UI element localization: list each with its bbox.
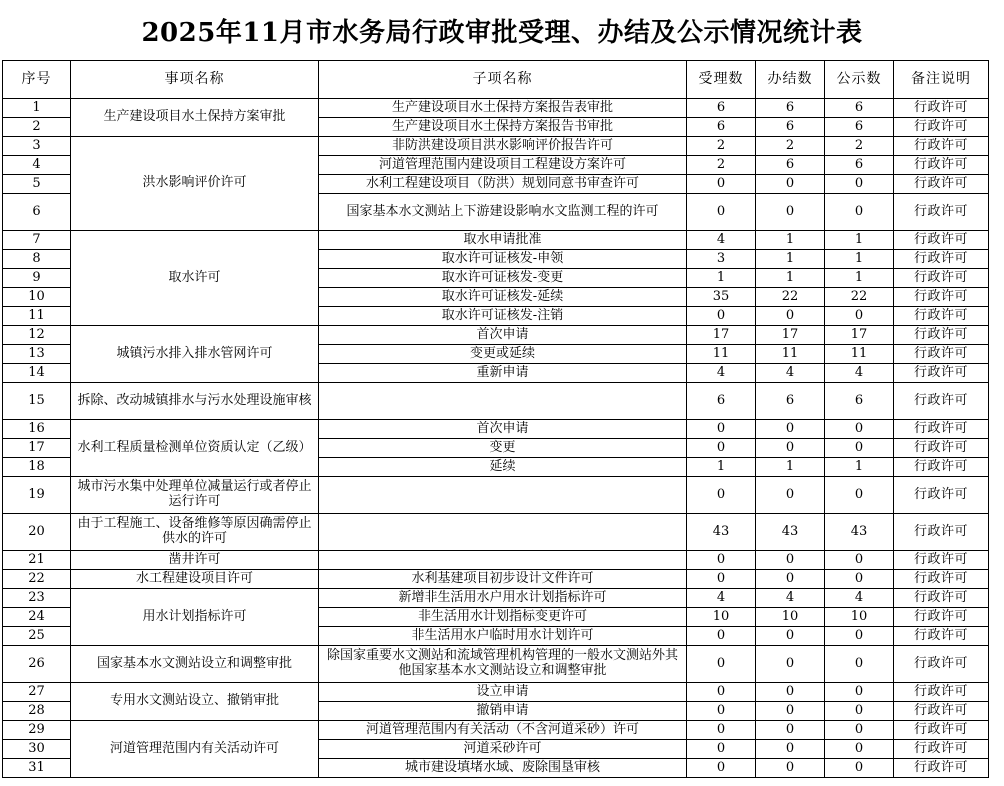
cell-seq: 2 [3,118,71,137]
cell-published-count: 2 [825,137,894,156]
cell-seq: 25 [3,627,71,646]
cell-accepted-count: 0 [687,420,756,439]
table-row [3,420,989,439]
cell-seq: 18 [3,458,71,477]
cell-remarks: 行政许可 [894,683,989,702]
cell-published-count: 0 [825,194,894,231]
cell-seq: 5 [3,175,71,194]
cell-published-count: 1 [825,269,894,288]
cell-sub-item-name: 首次申请 [319,420,687,439]
cell-published-count: 0 [825,477,894,514]
table-row [3,99,989,118]
cell-completed-count: 6 [756,118,825,137]
cell-remarks: 行政许可 [894,99,989,118]
cell-published-count: 1 [825,231,894,250]
cell-completed-count: 0 [756,683,825,702]
cell-accepted-count: 0 [687,570,756,589]
cell-accepted-count: 0 [687,175,756,194]
cell-sub-item-name: 设立申请 [319,683,687,702]
cell-published-count: 6 [825,383,894,420]
header-row [3,61,989,99]
cell-accepted-count: 0 [687,702,756,721]
cell-published-count: 43 [825,514,894,551]
cell-seq: 1 [3,99,71,118]
cell-completed-count: 43 [756,514,825,551]
cell-completed-count: 0 [756,740,825,759]
cell-seq: 10 [3,288,71,307]
cell-accepted-count: 3 [687,250,756,269]
cell-accepted-count: 0 [687,627,756,646]
cell-remarks: 行政许可 [894,458,989,477]
cell-sub-item-name: 取水许可证核发-申领 [319,250,687,269]
header-remarks: 备注说明 [894,61,989,99]
cell-completed-count: 0 [756,439,825,458]
cell-completed-count: 0 [756,477,825,514]
cell-sub-item-name: 延续 [319,458,687,477]
cell-accepted-count: 4 [687,364,756,383]
cell-published-count: 10 [825,608,894,627]
cell-sub-item-name: 水利工程建设项目（防洪）规划同意书审查许可 [319,175,687,194]
cell-accepted-count: 2 [687,137,756,156]
cell-sub-item-name: 取水许可证核发-延续 [319,288,687,307]
cell-sub-item-name: 除国家重要水文测站和流域管理机构管理的一般水文测站外其他国家基本水文测站设立和调整审批 [319,646,687,683]
table-title: 2025年11月市水务局行政审批受理、办结及公示情况统计表 [141,17,863,48]
cell-accepted-count: 0 [687,759,756,778]
cell-sub-item-name: 河道管理范围内有关活动（不含河道采砂）许可 [319,721,687,740]
cell-sub-item-name: 河道管理范围内建设项目工程建设方案许可 [319,156,687,175]
cell-completed-count: 11 [756,345,825,364]
cell-seq: 8 [3,250,71,269]
header-accepted-count: 受理数 [687,61,756,99]
cell-sub-item-name: 取水申请批准 [319,231,687,250]
cell-seq: 13 [3,345,71,364]
cell-seq: 29 [3,721,71,740]
cell-published-count: 0 [825,627,894,646]
cell-seq: 28 [3,702,71,721]
cell-seq: 23 [3,589,71,608]
cell-seq: 30 [3,740,71,759]
cell-remarks: 行政许可 [894,269,989,288]
statistics-table [2,60,989,778]
cell-seq: 7 [3,231,71,250]
cell-remarks: 行政许可 [894,740,989,759]
cell-completed-count: 0 [756,420,825,439]
table-row [3,683,989,702]
cell-accepted-count: 0 [687,646,756,683]
cell-completed-count: 17 [756,326,825,345]
cell-completed-count: 0 [756,627,825,646]
cell-remarks: 行政许可 [894,288,989,307]
table-row [3,551,989,570]
cell-sub-item-name: 非防洪建设项目洪水影响评价报告许可 [319,137,687,156]
cell-item-name: 国家基本水文测站设立和调整审批 [71,646,319,683]
cell-published-count: 6 [825,118,894,137]
cell-remarks: 行政许可 [894,420,989,439]
cell-seq: 12 [3,326,71,345]
cell-accepted-count: 1 [687,269,756,288]
cell-seq: 9 [3,269,71,288]
cell-item-name: 取水许可 [71,231,319,326]
cell-item-name: 凿井许可 [71,551,319,570]
cell-published-count: 0 [825,175,894,194]
cell-completed-count: 6 [756,99,825,118]
cell-seq: 16 [3,420,71,439]
cell-item-name: 洪水影响评价许可 [71,137,319,231]
cell-seq: 3 [3,137,71,156]
cell-published-count: 0 [825,646,894,683]
cell-remarks: 行政许可 [894,439,989,458]
cell-accepted-count: 0 [687,477,756,514]
cell-remarks: 行政许可 [894,250,989,269]
cell-sub-item-name: 国家基本水文测站上下游建设影响水文监测工程的许可 [319,194,687,231]
cell-remarks: 行政许可 [894,118,989,137]
cell-seq: 21 [3,551,71,570]
cell-remarks: 行政许可 [894,307,989,326]
cell-sub-item-name [319,383,687,420]
cell-sub-item-name [319,551,687,570]
cell-accepted-count: 35 [687,288,756,307]
cell-seq: 31 [3,759,71,778]
cell-sub-item-name: 取水许可证核发-变更 [319,269,687,288]
cell-seq: 4 [3,156,71,175]
cell-seq: 14 [3,364,71,383]
cell-remarks: 行政许可 [894,175,989,194]
table-row [3,514,989,551]
cell-published-count: 22 [825,288,894,307]
cell-item-name: 专用水文测站设立、撤销审批 [71,683,319,721]
cell-sub-item-name: 变更或延续 [319,345,687,364]
cell-published-count: 0 [825,420,894,439]
cell-sub-item-name: 非生活用水户临时用水计划许可 [319,627,687,646]
cell-sub-item-name [319,477,687,514]
cell-sub-item-name: 非生活用水计划指标变更许可 [319,608,687,627]
cell-item-name: 城市污水集中处理单位减量运行或者停止运行许可 [71,477,319,514]
cell-accepted-count: 2 [687,156,756,175]
header-item-name: 事项名称 [71,61,319,99]
cell-accepted-count: 6 [687,118,756,137]
cell-completed-count: 6 [756,156,825,175]
cell-sub-item-name: 城市建设填堵水域、废除围垦审核 [319,759,687,778]
cell-seq: 17 [3,439,71,458]
cell-completed-count: 0 [756,175,825,194]
cell-completed-count: 4 [756,589,825,608]
table-row [3,721,989,740]
cell-accepted-count: 1 [687,458,756,477]
cell-remarks: 行政许可 [894,721,989,740]
cell-remarks: 行政许可 [894,589,989,608]
cell-remarks: 行政许可 [894,326,989,345]
cell-completed-count: 22 [756,288,825,307]
cell-item-name: 河道管理范围内有关活动许可 [71,721,319,778]
header-published-count: 公示数 [825,61,894,99]
table-row [3,477,989,514]
cell-remarks: 行政许可 [894,231,989,250]
cell-accepted-count: 0 [687,307,756,326]
cell-accepted-count: 6 [687,99,756,118]
table-row [3,589,989,608]
cell-seq: 11 [3,307,71,326]
cell-sub-item-name: 首次申请 [319,326,687,345]
cell-remarks: 行政许可 [894,364,989,383]
cell-completed-count: 0 [756,721,825,740]
cell-completed-count: 0 [756,759,825,778]
cell-accepted-count: 0 [687,439,756,458]
cell-completed-count: 0 [756,194,825,231]
table-row [3,646,989,683]
cell-published-count: 0 [825,721,894,740]
cell-published-count: 1 [825,458,894,477]
header-seq: 序号 [3,61,71,99]
cell-sub-item-name: 撤销申请 [319,702,687,721]
cell-remarks: 行政许可 [894,477,989,514]
cell-completed-count: 1 [756,231,825,250]
table-row [3,137,989,156]
cell-sub-item-name: 新增非生活用水户用水计划指标许可 [319,589,687,608]
cell-published-count: 11 [825,345,894,364]
cell-remarks: 行政许可 [894,194,989,231]
cell-published-count: 0 [825,759,894,778]
cell-published-count: 4 [825,589,894,608]
cell-completed-count: 2 [756,137,825,156]
cell-seq: 6 [3,194,71,231]
cell-seq: 26 [3,646,71,683]
cell-sub-item-name: 水利基建项目初步设计文件许可 [319,570,687,589]
cell-accepted-count: 0 [687,194,756,231]
cell-sub-item-name: 重新申请 [319,364,687,383]
cell-completed-count: 0 [756,570,825,589]
cell-published-count: 4 [825,364,894,383]
cell-completed-count: 10 [756,608,825,627]
cell-published-count: 0 [825,307,894,326]
cell-published-count: 0 [825,570,894,589]
cell-seq: 15 [3,383,71,420]
cell-sub-item-name: 河道采砂许可 [319,740,687,759]
cell-published-count: 1 [825,250,894,269]
cell-published-count: 0 [825,551,894,570]
cell-completed-count: 1 [756,458,825,477]
cell-accepted-count: 0 [687,683,756,702]
cell-completed-count: 1 [756,250,825,269]
cell-seq: 19 [3,477,71,514]
table-row [3,570,989,589]
cell-seq: 24 [3,608,71,627]
cell-published-count: 0 [825,683,894,702]
cell-published-count: 0 [825,439,894,458]
cell-published-count: 6 [825,99,894,118]
cell-item-name: 用水计划指标许可 [71,589,319,646]
table-row [3,231,989,250]
cell-seq: 20 [3,514,71,551]
cell-remarks: 行政许可 [894,759,989,778]
cell-remarks: 行政许可 [894,137,989,156]
cell-completed-count: 0 [756,307,825,326]
cell-item-name: 水利工程质量检测单位资质认定（乙级） [71,420,319,477]
cell-sub-item-name [319,514,687,551]
cell-accepted-count: 11 [687,345,756,364]
cell-published-count: 0 [825,702,894,721]
cell-accepted-count: 4 [687,231,756,250]
cell-accepted-count: 17 [687,326,756,345]
table-body [3,99,989,778]
table-row [3,383,989,420]
cell-sub-item-name: 取水许可证核发-注销 [319,307,687,326]
cell-published-count: 17 [825,326,894,345]
cell-remarks: 行政许可 [894,627,989,646]
cell-remarks: 行政许可 [894,551,989,570]
cell-sub-item-name: 生产建设项目水土保持方案报告书审批 [319,118,687,137]
header-completed-count: 办结数 [756,61,825,99]
cell-remarks: 行政许可 [894,608,989,627]
header-sub-item-name: 子项名称 [319,61,687,99]
cell-completed-count: 1 [756,269,825,288]
cell-remarks: 行政许可 [894,702,989,721]
cell-remarks: 行政许可 [894,383,989,420]
cell-remarks: 行政许可 [894,570,989,589]
cell-published-count: 6 [825,156,894,175]
cell-completed-count: 0 [756,551,825,570]
cell-seq: 27 [3,683,71,702]
cell-sub-item-name: 变更 [319,439,687,458]
cell-item-name: 城镇污水排入排水管网许可 [71,326,319,383]
cell-item-name: 由于工程施工、设备维修等原因确需停止供水的许可 [71,514,319,551]
cell-accepted-count: 43 [687,514,756,551]
cell-completed-count: 0 [756,646,825,683]
cell-accepted-count: 10 [687,608,756,627]
cell-completed-count: 4 [756,364,825,383]
cell-accepted-count: 0 [687,740,756,759]
cell-accepted-count: 4 [687,589,756,608]
cell-published-count: 0 [825,740,894,759]
cell-remarks: 行政许可 [894,514,989,551]
cell-item-name: 生产建设项目水土保持方案审批 [71,99,319,137]
cell-item-name: 拆除、改动城镇排水与污水处理设施审核 [71,383,319,420]
cell-completed-count: 0 [756,702,825,721]
cell-remarks: 行政许可 [894,646,989,683]
cell-accepted-count: 6 [687,383,756,420]
cell-seq: 22 [3,570,71,589]
cell-remarks: 行政许可 [894,156,989,175]
cell-accepted-count: 0 [687,551,756,570]
cell-item-name: 水工程建设项目许可 [71,570,319,589]
cell-accepted-count: 0 [687,721,756,740]
cell-remarks: 行政许可 [894,345,989,364]
table-row [3,326,989,345]
cell-sub-item-name: 生产建设项目水土保持方案报告表审批 [319,99,687,118]
cell-completed-count: 6 [756,383,825,420]
